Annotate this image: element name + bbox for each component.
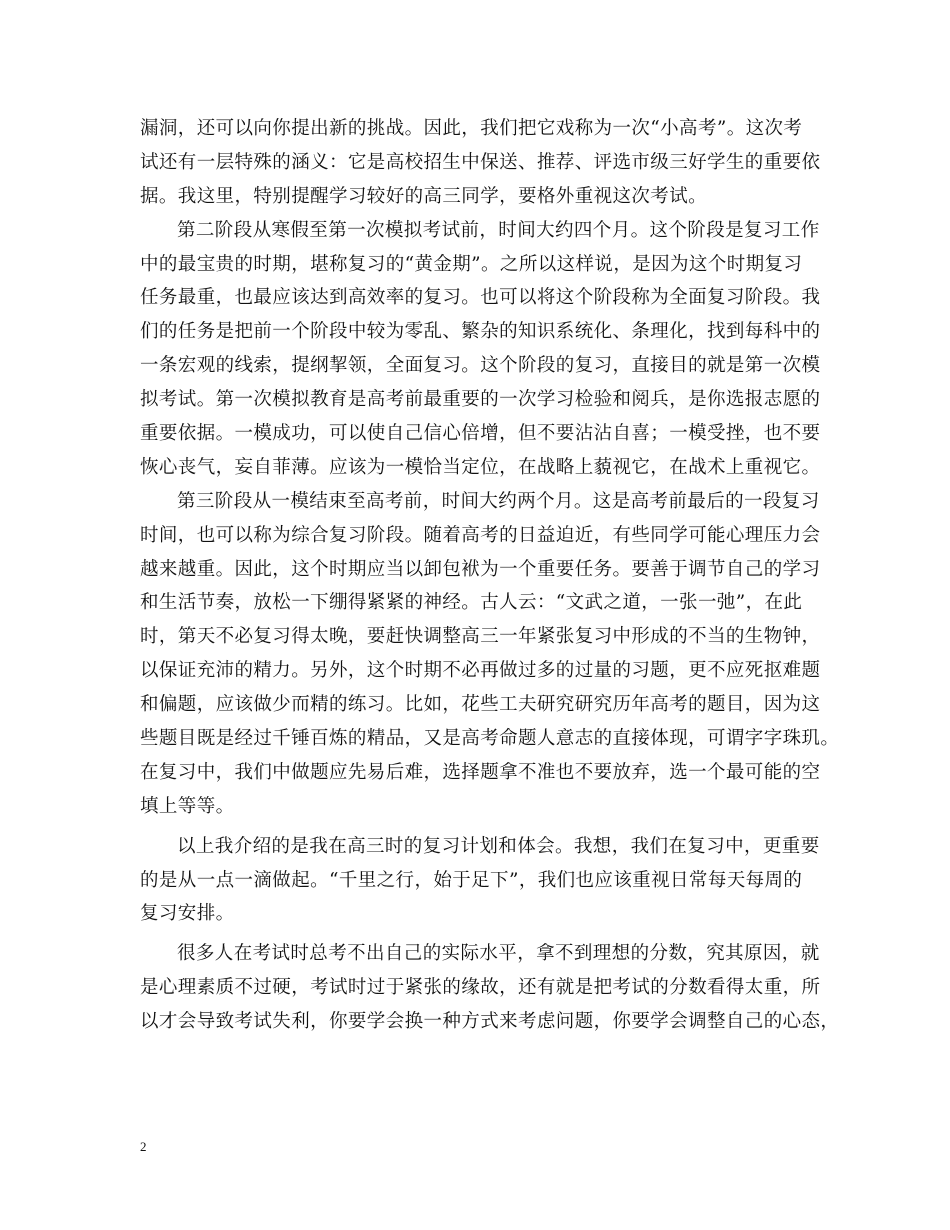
text-line: 和生活节奏，放松一下绷得紧紧的神经。古人云：“文武之道，一张一弛”，在此 <box>140 592 803 614</box>
text-line: 重要依据。一模成功，可以使自己信心倍增，但不要沾沾自喜；一模受挫，也不要 <box>140 423 821 445</box>
paragraph-3 <box>140 485 840 824</box>
text-line: 时间，也可以称为综合复习阶段。随着高考的日益迫近，有些同学可能心理压力会 <box>140 524 821 546</box>
text-line: 的是从一点一滴做起。“千里之行，始于足下”，我们也应该重视日常每天每周的 <box>140 869 803 891</box>
text-line: 和偏题，应该做少而精的练习。比如，花些工夫研究研究历年高考的题目，因为这 <box>140 694 821 716</box>
text-line: 任务最重，也最应该达到高效率的复习。也可以将这个阶段称为全面复习阶段。我 <box>140 287 821 309</box>
paragraph-4 <box>140 830 820 932</box>
document-body <box>140 112 840 1039</box>
text-line: 漏洞，还可以向你提出新的挑战。因此，我们把它戏称为一次“小高考”。这次考 <box>140 118 803 139</box>
text-line: 据。我这里，特别提醒学习较好的高三同学，要格外重视这次考试。 <box>140 185 708 207</box>
text-line: 中的最宝贵的时期，堪称复习的“黄金期”。之所以这样说，是因为这个时期复习 <box>140 253 803 275</box>
text-line: 是心理素质不过硬，考试时过于紧张的缘故，还有就是把考试的分数看得太重，所 <box>140 977 821 999</box>
paragraph-1 <box>140 112 821 214</box>
text-line: 一条宏观的线索，提纲挈领，全面复习。这个阶段的复习，直接目的就是第一次模 <box>140 355 821 377</box>
page-number: 2 <box>140 1139 147 1154</box>
text-line: 很多人在考试时总考不出自己的实际水平，拿不到理想的分数，究其原因，就 <box>177 943 820 965</box>
text-line: 越来越重。因此，这个时期应当以卸包袱为一个重要任务。要善于调节自己的学习 <box>140 558 821 580</box>
text-line: 试还有一层特殊的涵义：它是高校招生中保送、推荐、评选市级三好学生的重要依 <box>140 151 821 173</box>
text-line: 时，第天不必复习得太晚，要赶快调整高三一年紧张复习中形成的不当的生物钟， <box>140 626 821 648</box>
text-line: 以上我介绍的是我在高三时的复习计划和体会。我想，我们在复习中，更重要 <box>177 835 820 857</box>
text-line: 复习安排。 <box>140 903 235 925</box>
text-line: 恢心丧气，妄自菲薄。应该为一模恰当定位，在战略上藐视它，在战术上重视它。 <box>140 456 821 478</box>
paragraph-5 <box>140 937 840 1039</box>
text-line: 些题目既是经过千锤百炼的精品，又是高考命题人意志的直接体现，可谓字字珠玑。 <box>140 728 840 750</box>
text-line: 以保证充沛的精力。另外，这个时期不必再做过多的过量的习题，更不应死抠难题 <box>140 660 821 682</box>
text-line: 们的任务是把前一个阶段中较为零乱、繁杂的知识系统化、条理化，找到每科中的 <box>140 321 821 343</box>
text-line: 拟考试。第一次模拟教育是高考前最重要的一次学习检验和阅兵，是你选报志愿的 <box>140 389 821 411</box>
text-line: 以才会导致考试失利，你要学会换一种方式来考虑问题，你要学会调整自己的心态， <box>140 1011 840 1033</box>
text-line: 填上等等。 <box>140 795 235 817</box>
text-line: 第三阶段从一模结束至高考前，时间大约两个月。这是高考前最后的一段复习 <box>177 490 820 512</box>
paragraph-2 <box>140 214 821 485</box>
text-line: 在复习中，我们中做题应先易后难，选择题拿不准也不要放弃，选一个最可能的空 <box>140 761 821 783</box>
text-line: 第二阶段从寒假至第一次模拟考试前，时间大约四个月。这个阶段是复习工作 <box>177 219 820 241</box>
